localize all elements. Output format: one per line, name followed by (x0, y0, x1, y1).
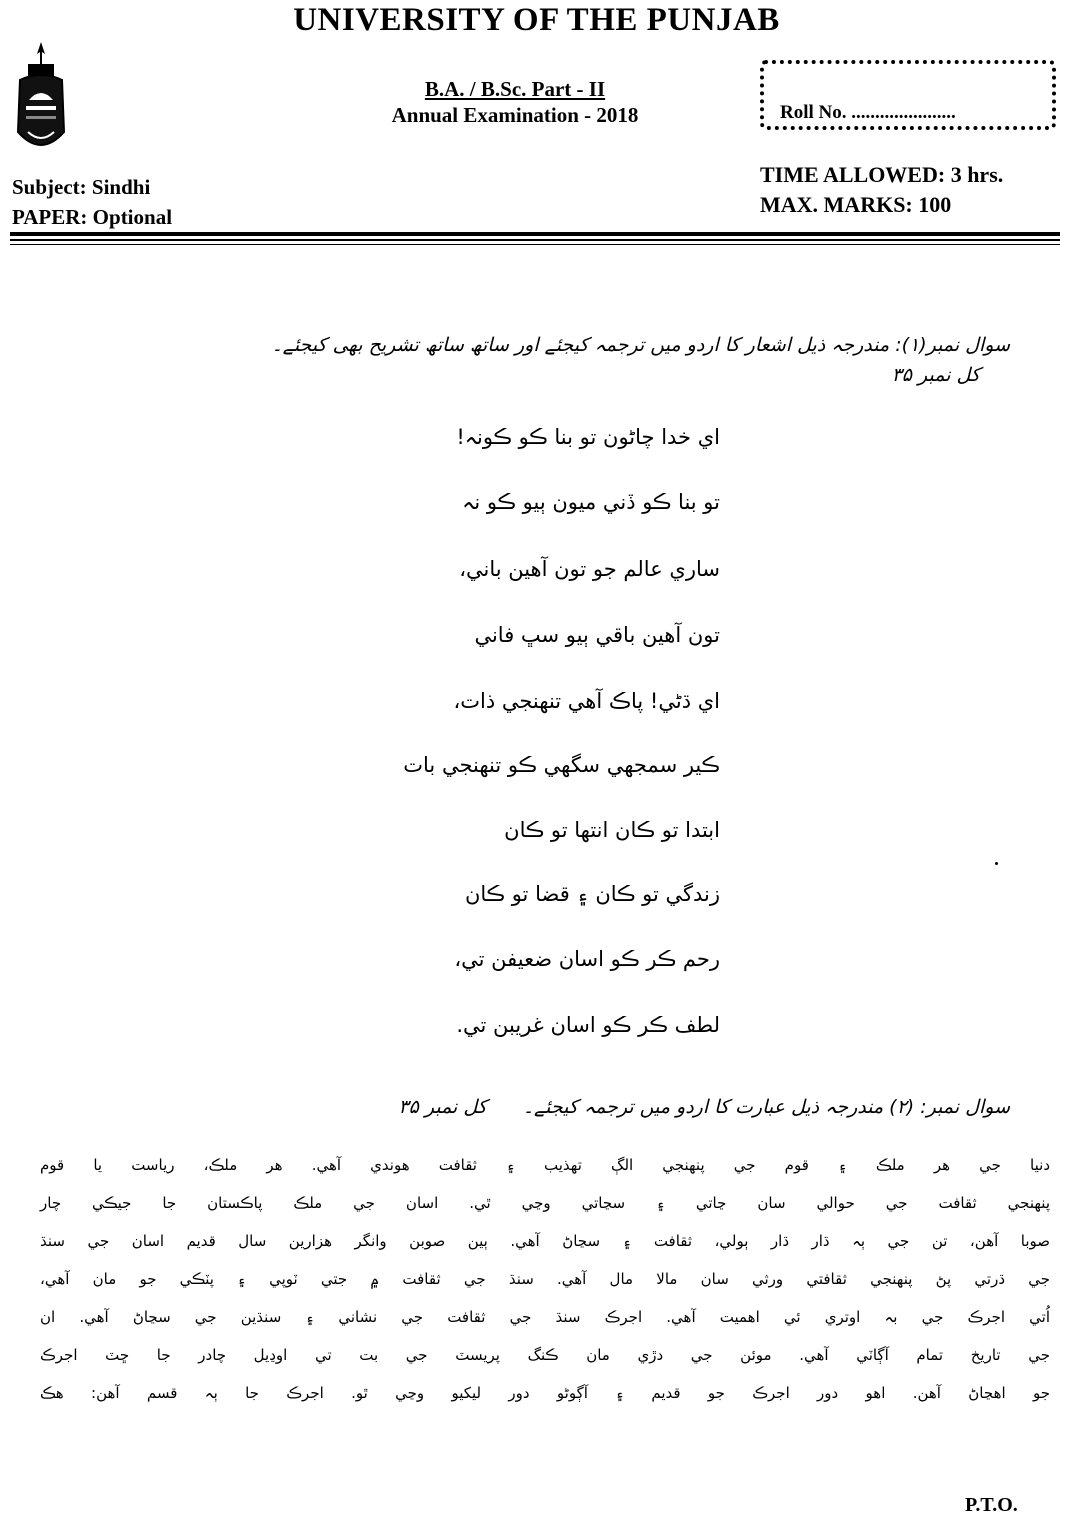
roll-number-box[interactable] (760, 60, 1056, 130)
class-info (350, 76, 680, 128)
verse-line: تو بنا ڪو ڏني ميون ٻيو ڪو نہ (462, 490, 720, 514)
question-1-marks: کل نمبر ۳۵ (891, 364, 980, 386)
exam-limits (760, 160, 1003, 220)
question-2-instruction: سوال نمبر: (۲) مندرجہ ذیل عبارت کا اردو میں ترجمہ کیجئے۔ (522, 1096, 1010, 1118)
university-title: UNIVERSITY OF THE PUNJAB (293, 2, 780, 38)
university-crest-logo (14, 40, 68, 158)
passage-line: دنيا جي هر ملڪ ۽ قوم جي پنهنجي الڳ تهذيب ۽ ثقافت هوندي آهي. هر ملڪ، رياست يا قوم (40, 1156, 1050, 1174)
verse-line: اي ڌڻي! پاڪ آهي تنهنجي ذات، (453, 689, 720, 713)
please-turn-over: P.T.O. (965, 1494, 1018, 1516)
passage-line: پنهنجي ثقافت جي حوالي سان ڃاتي ۽ سڃاتي وڃي ٿي. اسان جي ملڪ پاڪستان جا جيڪي چار (40, 1194, 1050, 1212)
time-allowed: TIME ALLOWED: 3 hrs. (760, 162, 1004, 187)
verse-line: اي خدا چاڻون تو بنا ڪو ڪونہ! (456, 425, 720, 449)
passage-line: جي تاريخ تمام آڳاٽي آهي. موئن جي دڙي مان ڪنگ پريسٽ جي بت تي اوڍيل چادر جا ڇٽ اجرڪ (40, 1346, 1050, 1364)
verse-line: ڪير سمجهي سگهي ڪو تنهنجي بات (403, 753, 720, 777)
question-1-instruction: سوال نمبر(۱): مندرجہ ذیل اشعار کا اردو میں ترجمہ کیجئے اور ساتھ ساتھ تشریح بھی کیجئے۔ (271, 334, 1010, 356)
passage-line: جي ڌرتي پڻ پنهنجي ثقافتي ورثي سان مالا مال آهي. سنڌ جي ثقافت ۾ جتي ٽوپي ۽ پٽڪي جو مان آهي، (40, 1270, 1050, 1288)
exam-name: Annual Examination - 2018 (391, 103, 639, 127)
question-2-marks: کل نمبر ۳۵ (398, 1096, 487, 1118)
verse-line: زندگي تو ڪان ۽ قضا تو ڪان (464, 882, 720, 906)
passage-line: اُتي اجرڪ جي بہ اوتري ئي اهميت آهي. اجرڪ سنڌ جي ثقافت جي نشاني ۽ سنڌين جي سڃاڻ آهي. ان (40, 1308, 1050, 1326)
paper: PAPER: Optional (12, 205, 173, 229)
subject: Subject: Sindhi (12, 175, 151, 199)
verse-line: لطف ڪر ڪو اسان غريبن تي. (456, 1013, 720, 1037)
class-name: B.A. / B.Sc. Part - II (424, 77, 606, 101)
question-2-heading (250, 1092, 1010, 1122)
header-divider-thick (10, 232, 1060, 236)
header-divider-thin (10, 239, 1060, 241)
question-1-heading (250, 330, 1010, 390)
max-marks: MAX. MARKS: 100 (760, 192, 952, 217)
scan-speck (995, 862, 998, 865)
passage-line: صوبا آهن، تن جي ٻہ ڌار ڌار ٻولي، ثقافت ۽ سڃاڻ آهي. ٻين صوبن وانگر هزارين سال قديم اسان جي سنڌ (40, 1232, 1050, 1250)
subject-info (12, 172, 172, 232)
passage (40, 1146, 1050, 1412)
roll-number-label: Roll No. ...................... (780, 102, 956, 123)
verse-line: ابتدا تو ڪان انتها تو ڪان (504, 818, 720, 842)
header-divider-hair (10, 244, 1060, 245)
verse-line: تون آهين باقي ٻيو سڀ فاني (474, 623, 720, 647)
verse-line: رحم ڪر ڪو اسان ضعيفن تي، (454, 947, 720, 971)
verse-line: ساري عالم جو تون آهين باني، (459, 557, 720, 581)
passage-line: جو اهڃاڻ آهن. اهو دور اجرڪ جو قديم ۽ آڳوڻو دور ليکيو وڃي ٿو. اجرڪ جا ٻہ قسم آهن: هڪ (40, 1384, 1050, 1402)
